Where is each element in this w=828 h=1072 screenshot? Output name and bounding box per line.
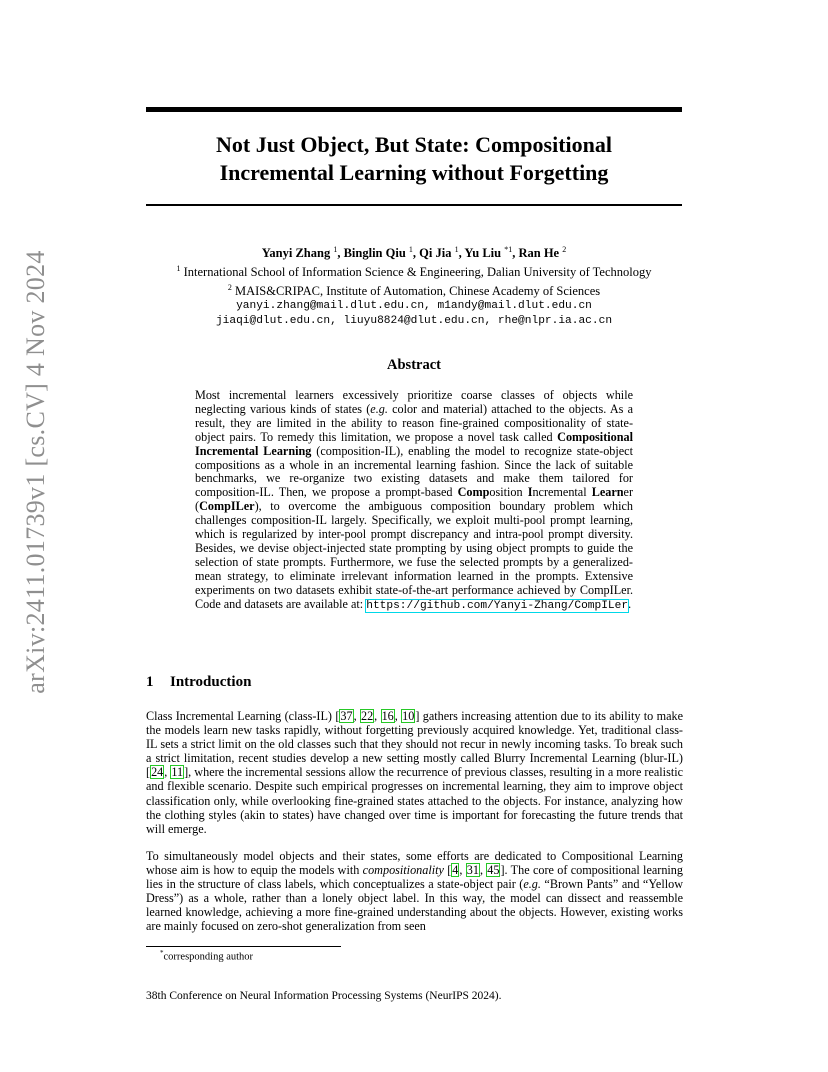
code-url-link[interactable]: https://github.com/Yanyi-Zhang/CompILer bbox=[366, 599, 629, 612]
paper-title bbox=[146, 131, 682, 187]
acronym-letter: Comp bbox=[457, 485, 490, 500]
citation-link[interactable]: 24 bbox=[151, 765, 164, 780]
section-heading-introduction bbox=[146, 674, 251, 691]
author-name: Yu Liu bbox=[464, 246, 502, 261]
affiliation-text: MAIS&CRIPAC, Institute of Automation, Chinese Academy of Sciences bbox=[234, 284, 601, 299]
abstract-segment: ( bbox=[195, 499, 200, 514]
affiliation-mark: 1 bbox=[408, 245, 413, 254]
model-name: CompILer bbox=[199, 499, 255, 514]
abstract-segment: . bbox=[628, 596, 632, 611]
abstract-text bbox=[195, 389, 633, 614]
affiliation-mark: 2 bbox=[562, 245, 567, 254]
affiliation-1 bbox=[146, 261, 682, 280]
text-segment: [ bbox=[443, 863, 452, 878]
citation-link[interactable]: 16 bbox=[381, 709, 394, 723]
email-line-2: jiaqi@dlut.edu.cn, liuyu8824@dlut.edu.cn, rhe@nlpr.ia.ac.cn bbox=[215, 315, 613, 328]
affiliation-text: International School of Information Science & Engineering, Dalian University of Technology bbox=[183, 265, 652, 280]
author-name: Yanyi Zhang bbox=[261, 246, 331, 261]
citation-link[interactable]: 10 bbox=[402, 709, 415, 723]
citation-link[interactable]: 4 bbox=[452, 863, 459, 878]
intro-paragraph-2: To simultaneously model objects and their states, some efforts are dedicated to Compositional Learning whose aim is how to equip the models with compositionality [4, 31, 45]. The core of compositional learning lies in the structure of class labels, which conceptualizes a state-object pair (e.g. “Brown Pants” and “Yellow Dress”) as a whole, rather than a lonely object label. In this way, the model can dissect and reassemble learned knowledge, achieving a more fine-grained understanding about the objects. However, existing works are mainly focused on zero-shot generalization from seen bbox=[146, 849, 683, 934]
abstract-segment: Most incremental learners excessively prioritize coarse classes of objects while neglecting various kinds of states ( bbox=[195, 388, 633, 416]
text-segment: “Brown Pants” and “Yellow Dress”) as a whole, rather than a lonely object label. In this way, the model can dissect and reassemble learned knowledge, achieving a more fine-grained understanding about the objects. However, existing works are mainly focused on zero-shot generalization from seen bbox=[146, 877, 683, 934]
footnote-text: corresponding author bbox=[163, 951, 254, 963]
title-line-1: Not Just Object, But State: Compositional bbox=[216, 132, 612, 157]
email-line-1: yanyi.zhang@mail.dlut.edu.cn, m1andy@mail.dlut.edu.cn bbox=[236, 300, 592, 313]
abstract-heading: Abstract bbox=[387, 357, 441, 373]
citation-link[interactable]: 45 bbox=[487, 863, 500, 878]
author-name: Ran He bbox=[518, 246, 560, 261]
citation-link[interactable]: 37 bbox=[340, 709, 353, 723]
abstract-segment: er bbox=[623, 485, 633, 500]
arxiv-identifier[interactable]: arXiv:2411.01739v1 [cs.CV] 4 Nov 2024 bbox=[21, 250, 50, 694]
citation-link[interactable]: 11 bbox=[171, 765, 184, 780]
abstract-segment: osition bbox=[489, 485, 528, 500]
text-segment: Class Incremental Learning (class-IL) [ bbox=[146, 709, 340, 723]
title-top-rule bbox=[146, 107, 682, 112]
citation-link[interactable]: 22 bbox=[360, 709, 374, 723]
affiliation-mark: *1 bbox=[504, 245, 513, 254]
affiliation-mark: 1 bbox=[333, 245, 338, 254]
affiliation-mark: 2 bbox=[227, 283, 232, 293]
text-segment: ]. The core of compositional learning lies in the structure of class labels, which conceptualizes a state-object pair ( bbox=[146, 863, 683, 892]
author-name: Qi Jia bbox=[419, 246, 452, 261]
author-list: Yanyi Zhang $^1$, Binglin Qiu $^1$, Qi Jia $^1$, Yu Liu $^{*1}$, Ran He $^2$ bbox=[261, 245, 567, 261]
acronym-letter: Learn bbox=[591, 485, 624, 500]
abstract-segment: (composition-IL), enabling the model to recognize state-object compositions as a whole in an incremental learning fashion. Since the lack of suitable benchmarks, we re-organize two existing datasets and make them tailored for composition-IL. Then, we propose a prompt-based bbox=[195, 443, 633, 500]
abstract-segment: color and material) attached to the objects. As a result, they are limited in the ability to reason fine-grained compositionality of state-object pairs. To remedy this limitation, we propose a novel task called bbox=[195, 401, 634, 444]
author-block bbox=[146, 242, 682, 329]
text-segment: To simultaneously model objects and their states, some efforts are dedicated to Compositional Learning whose aim is how to equip the models with bbox=[146, 849, 683, 878]
affiliation-2 bbox=[146, 280, 682, 299]
footnote bbox=[146, 949, 253, 963]
section-title: Introduction bbox=[170, 674, 252, 690]
text-segment: e.g. bbox=[523, 877, 541, 892]
section-number: 1 bbox=[146, 674, 154, 690]
abstract-segment: ncremental bbox=[532, 485, 592, 500]
text-segment: ], where the incremental sessions allow the recurrence of previous classes, resulting in a more realistic and flexible scenario. Despite such empirical progresses on incremental learning, they aim to improve object classification only, while overlooking fine-grained states attached to the objects. For instance, analyzing how the clothing styles (akin to states) have changed over time is important for forecasting the future trends that will emerge. bbox=[146, 765, 683, 836]
abstract-segment: ), to overcome the ambiguous composition boundary problem which challenges composition-IL largely. Specifically, we exploit multi-pool prompt learning, which is regularized by inter-pool prompt discrepancy and intra-pool prompt diversity. Besides, we devise object-injected state prompting by using object prompts to guide the selection of state prompts. Furthermore, we fuse the selected prompts by a generalized-mean strategy, to eliminate irrelevant information learned in the prompts. Extensive experiments on two datasets exhibit state-of-the-art performance achieved by CompILer. Code and datasets are available at: bbox=[195, 499, 633, 611]
affiliation-mark: 1 bbox=[176, 264, 181, 274]
text-segment: compositionality bbox=[362, 863, 444, 878]
text-segment: ] gathers increasing attention due to its ability to make the models learn new tasks rapidly, without forgetting previously acquired knowledge. Yet, traditional class-IL sets a strict limit on the old classes such that they should not recur in newly incoming tasks. To break such a strict limitation, recent studies develop a new setting mostly called Blurry Incremental Learning (blur-IL) [ bbox=[146, 709, 683, 780]
footnote-rule bbox=[146, 946, 341, 947]
task-name: Compositional Incremental Learning bbox=[195, 429, 633, 458]
citation-link[interactable]: 31 bbox=[466, 863, 479, 878]
title-bottom-rule bbox=[146, 204, 682, 206]
footnote-mark: * bbox=[160, 949, 164, 957]
acronym-letter: I bbox=[527, 485, 533, 500]
affiliation-mark: 1 bbox=[454, 245, 459, 254]
title-line-2: Incremental Learning without Forgetting bbox=[219, 160, 609, 185]
intro-paragraph-1: Class Incremental Learning (class-IL) [37, 22, 16, 10] gathers increasing attention due to its ability to make the models learn new tasks rapidly, without forgetting previously acquired knowledge. Yet, traditional class-IL sets a strict limit on the old classes such that they should not recur in newly incoming tasks. To break such a strict limitation, recent studies develop a new setting mostly called Blurry Incremental Learning (blur-IL) [24, 11], where the incremental sessions allow the recurrence of previous classes, resulting in a more realistic and flexible scenario. Despite such empirical progresses on incremental learning, they aim to improve object classification only, while overlooking fine-grained states attached to the objects. For instance, analyzing how the clothing styles (akin to states) have changed over time is important for forecasting the future trends that will emerge. bbox=[146, 709, 683, 836]
author-name: Binglin Qiu bbox=[343, 246, 406, 261]
venue-footer: 38th Conference on Neural Information Processing Systems (NeurIPS 2024). bbox=[146, 990, 502, 1002]
abstract-segment: e.g. bbox=[370, 401, 388, 416]
